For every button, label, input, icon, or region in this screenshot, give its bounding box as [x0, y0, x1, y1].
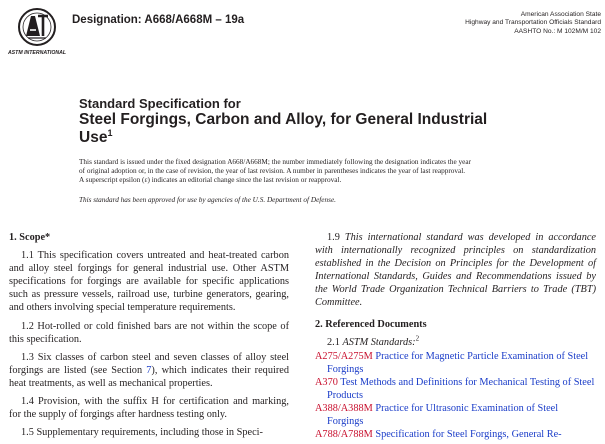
title-line-3-text: Use [79, 128, 108, 146]
para-1-9-number: 1.9 [327, 232, 345, 243]
astm-standards-subheading [315, 336, 596, 349]
scope-heading: 1. Scope* [9, 232, 51, 243]
section-7-link[interactable]: 7 [146, 364, 152, 376]
reference-item[interactable] [315, 428, 596, 441]
title-line-3 [79, 129, 487, 147]
reference-code[interactable]: A275/A275M [315, 350, 373, 362]
reference-code[interactable]: A788/A788M [315, 429, 373, 441]
designation-label: Designation: A668/A668M [72, 14, 213, 26]
dod-approval-note: This standard has been approved for use by agencies of the U.S. Department of Defense. [79, 196, 336, 204]
astm-standards-number: 2.1 [327, 336, 343, 348]
scope-para-1-1: 1.1 This specification covers untreated and heat-treated carbon and alloy steel forgings for general industrial use. Other ASTM specifications for forgings are available for specific applications such as pressure vessels, railroad use, turbine generators, gearing, and others involving special temperature requirements. [9, 250, 289, 314]
aashto-line-1: American Association State [520, 11, 601, 18]
reference-title[interactable]: Specification for Steel Forgings, General Re- [375, 429, 562, 441]
reference-item[interactable] [315, 350, 596, 376]
issuance-line-1: This standard is issued under the fixed designation A668/A668M; the number immediately following the designation indicates the year [79, 158, 472, 166]
reference-code[interactable]: A370 [315, 376, 338, 388]
aashto-header [465, 11, 601, 36]
reference-title[interactable]: Test Methods and Definitions for Mechanical Testing of Steel Products [327, 376, 595, 402]
aashto-line-3: AASHTO No.: M 102M/M 102 [514, 27, 601, 35]
reference-item[interactable] [315, 402, 596, 428]
designation [72, 14, 244, 26]
reference-title[interactable]: Practice for Ultrasonic Examination of Steel Forgings [327, 403, 559, 428]
title-line-2: Steel Forgings, Carbon and Alloy, for General Industrial [79, 111, 488, 128]
para-1-9-text: This international standard was developed in accordance with internationally recognized principles on standardization established in the Decision on Principles for the Development of International Standards, Guides and Recommendations issued by the World Trade Organization Technical Barriers to Trade (TBT) Committee. [315, 232, 596, 309]
scope-para-1-2: 1.2 Hot-rolled or cold finished bars are not within the scope of this specification. [9, 320, 289, 345]
title-line-1: Standard Specification for [79, 96, 241, 111]
logo-wordmark: ASTM INTERNATIONAL [7, 50, 67, 56]
astm-standards-footnote[interactable]: 2 [415, 334, 420, 343]
reference-title[interactable]: Practice for Magnetic Particle Examination of Steel Forgings [327, 350, 589, 375]
referenced-documents-heading: 2. Referenced Documents [315, 318, 427, 330]
reference-code[interactable]: A388/A388M [315, 403, 373, 415]
designation-year: – 19a [212, 14, 245, 26]
para-1-9 [315, 231, 596, 310]
scope-para-1-3 [9, 351, 289, 390]
scope-para-1-4: 1.4 Provision, with the suffix H for certification and marking, for the supply of forgings after hardness testing only. [9, 396, 289, 421]
aashto-line-2: Highway and Transportation Officials Standard [465, 19, 601, 27]
left-column [9, 231, 289, 444]
right-column [315, 231, 596, 441]
reference-item[interactable] [315, 376, 596, 402]
title-footnote-mark[interactable]: 1 [107, 127, 113, 138]
scope-para-1-3-end: ), which indicates their required heat treatments, as well as mechanical properties. [9, 364, 289, 389]
astm-standards-label: ASTM Standards: [342, 336, 416, 348]
issuance-note [79, 158, 584, 186]
astm-logo [7, 6, 67, 58]
scope-para-1-5: 1.5 Supplementary requirements, including those in Speci- [21, 427, 263, 439]
issuance-line-3: A superscript epsilon (ε) indicates an editorial change since the last revision or reapproval. [79, 176, 342, 185]
scope-para-1-3-start: 1.3 Six classes of carbon steel and seven classes of alloy steel forgings are listed (see Section [9, 351, 289, 376]
document-title [79, 96, 487, 146]
issuance-line-2: of original adoption or, in the case of revision, the year of last revision. A number in parentheses indicates the year of last reapproval. [79, 167, 466, 176]
